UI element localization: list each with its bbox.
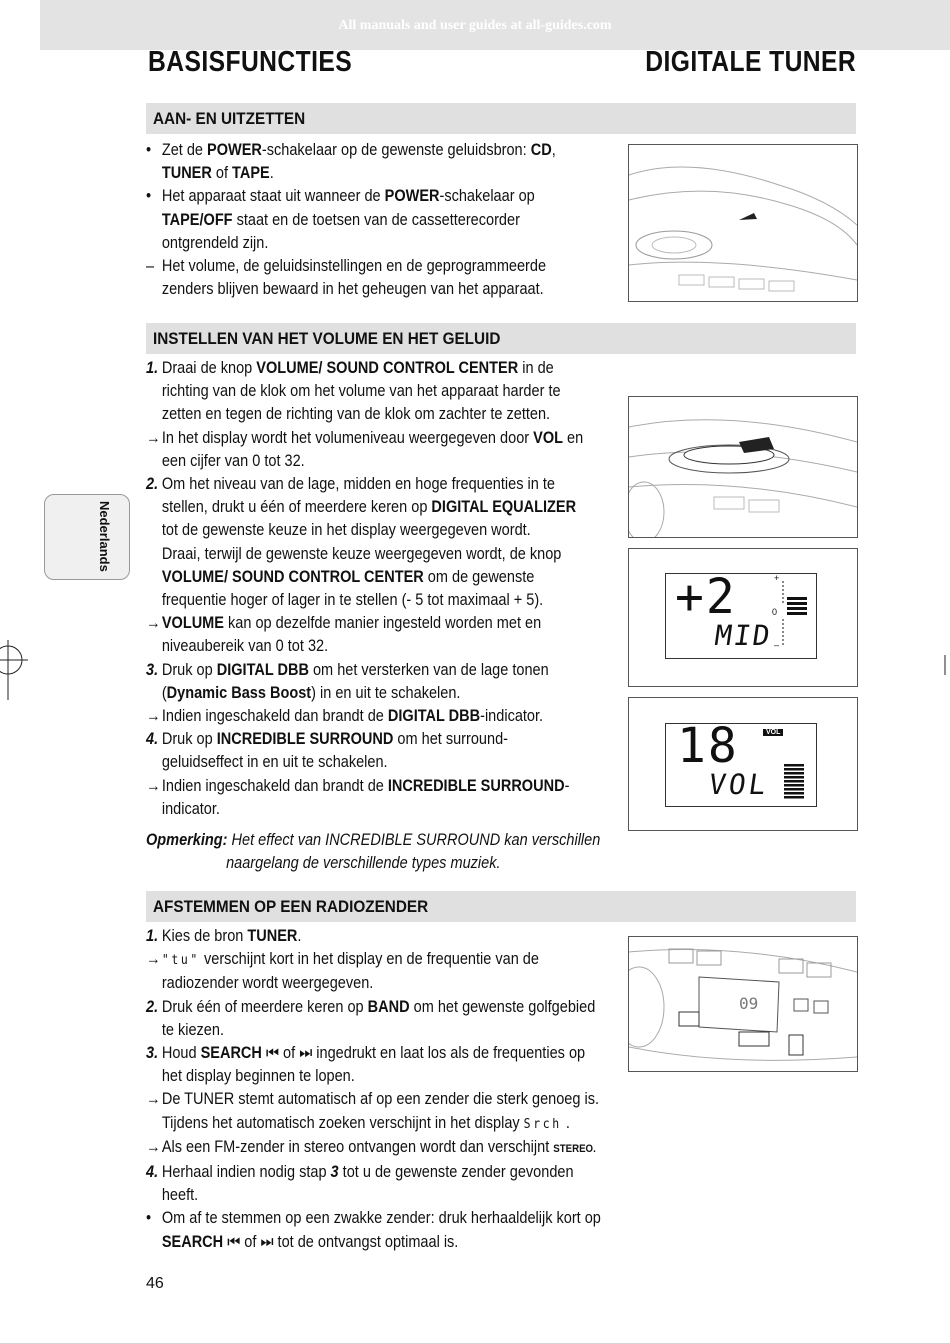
text-run: INCREDIBLE SURROUND	[387, 776, 565, 795]
text-run: VOL	[533, 428, 563, 447]
text-run: INCREDIBLE SURROUND	[216, 730, 394, 749]
text-run: TAPE	[232, 164, 270, 183]
text-line	[146, 1042, 586, 1065]
text-run: TAPE/OFF	[161, 210, 233, 229]
text-line	[146, 1184, 568, 1207]
text-line	[146, 635, 568, 658]
text-run: om de gewenste	[423, 567, 535, 586]
language-tab	[44, 494, 130, 580]
list-marker: 3.	[146, 1044, 159, 1063]
text-run: .	[297, 927, 302, 945]
eq-scale-mid: 0	[772, 607, 778, 617]
text-run: -indicator.	[480, 707, 544, 726]
note-block	[146, 829, 626, 875]
text-run: verschijnt kort in het display en de frequentie van de	[199, 950, 539, 969]
text-run: stellen, drukt u één of meerdere keren op	[161, 498, 432, 517]
text-run: staat en de toetsen van de cassetterecorder	[232, 210, 520, 229]
text-run: om het gewenste golfgebied	[409, 997, 596, 1016]
text-run: STEREO.	[553, 1142, 596, 1155]
text-line	[146, 357, 568, 380]
volume-knob-illustration	[628, 396, 858, 538]
text-run: zetten en tegen de richting van de klok om zachter te zetten.	[161, 405, 551, 424]
text-run: -	[564, 776, 570, 795]
vol-badge: VOL	[763, 729, 783, 736]
eq-scale-bottom: –	[774, 640, 780, 650]
text-run: .	[561, 1113, 570, 1132]
text-run: tot u de gewenste zender gevonden	[338, 1163, 574, 1182]
list-marker: →	[146, 950, 161, 969]
text-line	[146, 450, 568, 473]
text-run: DIGITAL DBB	[387, 707, 481, 726]
text-run: Om af te stemmen op een zwakke zender: druk herhaaldelijk kort op	[161, 1209, 601, 1228]
text-line	[146, 139, 568, 162]
text-run: Zet de	[161, 141, 208, 159]
text-line	[146, 612, 568, 635]
eq-scale-top: +	[774, 573, 780, 583]
text-run: Als een FM-zender in stereo ontvangen wordt dan verschijnt	[161, 1137, 554, 1156]
text-line	[146, 659, 568, 682]
note-text: naargelang de verschillende types muziek.	[226, 854, 501, 873]
text-run: POWER	[384, 187, 440, 206]
section-header-tuning	[146, 891, 856, 922]
section-body-power	[146, 139, 626, 301]
text-run: "tu"	[161, 953, 200, 969]
text-run: in de	[518, 359, 554, 377]
text-line	[146, 705, 568, 728]
list-marker: →	[146, 1090, 161, 1109]
text-line	[146, 1088, 600, 1111]
list-marker: •	[146, 187, 152, 206]
page-number: 46	[146, 1275, 164, 1292]
language-tab-label: Nederlands	[97, 501, 112, 572]
text-run: POWER	[207, 141, 262, 159]
text-run: ⏮ of ⏭ tot de ontvangst optimaal is.	[223, 1232, 459, 1251]
text-run: en	[562, 428, 584, 447]
text-run: ontgrendeld zijn.	[161, 233, 269, 252]
text-line	[146, 232, 568, 255]
text-line	[146, 1207, 601, 1230]
text-run: BAND	[367, 997, 410, 1016]
note-text: Het effect van INCREDIBLE SURROUND kan verschillen	[231, 831, 601, 849]
text-run: Druk op	[161, 730, 217, 749]
text-run: TUNER	[161, 164, 212, 183]
text-run: (	[161, 683, 167, 702]
text-run: VOLUME/ SOUND CONTROL CENTER	[161, 567, 424, 586]
text-run: De TUNER stemt automatisch af op een zender die sterk genoeg is.	[161, 1090, 600, 1109]
text-run: Druk één of meerdere keren op	[161, 997, 368, 1016]
text-run: Kies de bron	[161, 927, 248, 945]
text-line	[146, 255, 568, 278]
list-marker: →	[146, 614, 161, 633]
text-line	[146, 1161, 574, 1184]
section-title: AFSTEMMEN OP EEN RADIOZENDER	[153, 897, 429, 916]
text-line	[146, 948, 568, 972]
text-run: heeft.	[161, 1186, 199, 1205]
list-marker: →	[146, 428, 161, 447]
text-run: TUNER	[247, 927, 298, 945]
text-line	[146, 427, 584, 450]
text-line	[146, 473, 568, 496]
text-run: richting van de klok om het volume van het apparaat harder te	[161, 382, 561, 401]
crop-mark-icon	[940, 655, 950, 675]
text-line	[146, 543, 568, 566]
text-run: .	[269, 164, 274, 183]
text-run: SEARCH	[200, 1044, 262, 1063]
text-run: Tijdens het automatisch zoeken verschijnt in het display	[161, 1113, 524, 1132]
text-run: Om het niveau van de lage, midden en hoge frequenties in te	[161, 475, 555, 494]
text-run: kan op dezelfde manier ingesteld worden met en	[223, 614, 542, 633]
text-line	[146, 682, 568, 705]
list-marker: •	[146, 141, 152, 159]
text-line	[146, 1065, 568, 1088]
text-run: Srch	[523, 1116, 562, 1132]
section-header-volume	[146, 323, 856, 354]
section-title: AAN- EN UITZETTEN	[153, 109, 306, 128]
power-switch-illustration	[628, 144, 858, 302]
header-left-title: BASISFUNCTIES	[148, 46, 353, 78]
list-marker: 1.	[146, 927, 159, 945]
eq-display-label: MID	[712, 619, 774, 652]
text-line	[146, 1136, 596, 1161]
text-run: om het surround-	[393, 730, 508, 749]
text-line	[146, 728, 568, 751]
text-run: een cijfer van 0 tot 32.	[161, 451, 305, 470]
text-run: Het volume, de geluidsinstellingen en de geprogrammeerde	[161, 257, 547, 276]
text-run: ⏮ of ⏭ ingedrukt en laat los als de frequenties op	[261, 1044, 586, 1063]
text-run: Indien ingeschakeld dan brandt de	[161, 776, 388, 795]
registration-mark-icon	[0, 640, 30, 700]
text-run: VOLUME/ SOUND CONTROL CENTER	[256, 359, 519, 377]
note-label: Opmerking:	[146, 831, 228, 849]
text-run: indicator.	[161, 799, 220, 818]
text-line	[146, 589, 568, 612]
text-line	[146, 1231, 568, 1254]
text-run: Draai de knop	[161, 359, 257, 377]
header-right-title: DIGITALE TUNER	[645, 46, 856, 78]
section-title: INSTELLEN VAN HET VOLUME EN HET GELUID	[153, 329, 501, 348]
list-marker: 2.	[146, 997, 159, 1016]
text-line	[146, 1019, 568, 1042]
text-run: -schakelaar op de gewenste geluidsbron:	[261, 141, 531, 159]
section-body-volume	[146, 357, 626, 821]
text-run: Herhaal indien nodig stap	[161, 1163, 331, 1182]
volume-level-bars-icon	[784, 764, 808, 802]
text-run: Druk op	[161, 660, 217, 679]
text-run: ,	[551, 141, 556, 159]
list-marker: 3.	[146, 660, 159, 679]
eq-display-illustration	[628, 548, 858, 687]
text-line	[146, 996, 596, 1019]
list-marker: 1.	[146, 359, 159, 377]
section-header-power	[146, 103, 856, 134]
watermark-text: All manuals and user guides at all-guides.com	[338, 18, 612, 33]
list-marker: →	[146, 1137, 161, 1156]
text-line	[146, 380, 568, 403]
svg-text:09: 09	[739, 994, 759, 1013]
text-run: In het display wordt het volumeniveau weergegeven door	[161, 428, 534, 447]
text-run: tot de gewenste keuze in het display weergegeven wordt.	[161, 521, 531, 540]
text-run: -schakelaar op	[439, 187, 535, 206]
eq-level-bars-icon	[779, 579, 811, 649]
text-run: SEARCH	[161, 1232, 224, 1251]
text-run: Dynamic Bass Boost	[166, 683, 312, 702]
text-run: Houd	[161, 1044, 201, 1063]
volume-display-value: 18	[677, 718, 739, 774]
list-marker: →	[146, 776, 161, 795]
text-line	[146, 566, 568, 589]
eq-display-value: +2	[675, 569, 737, 625]
text-run: te kiezen.	[161, 1020, 224, 1039]
text-run: CD	[530, 141, 552, 159]
text-line	[146, 751, 568, 774]
text-run: Draai, terwijl de gewenste keuze weergegeven wordt, de knop	[161, 544, 562, 563]
text-line	[146, 798, 568, 821]
list-marker: 4.	[146, 730, 159, 749]
volume-display-label: VOL	[706, 768, 771, 801]
text-run: het display beginnen te lopen.	[161, 1067, 355, 1086]
text-line	[146, 162, 568, 185]
list-marker: 2.	[146, 475, 159, 494]
text-run: Het apparaat staat uit wanneer de	[161, 187, 385, 206]
text-line	[146, 278, 568, 301]
text-run: of	[211, 164, 233, 183]
text-line	[146, 519, 568, 542]
section-body-tuning	[146, 925, 626, 1254]
text-line	[146, 1112, 568, 1136]
text-run: DIGITAL EQUALIZER	[431, 498, 577, 517]
text-line	[146, 496, 577, 519]
text-run: 3	[330, 1163, 339, 1182]
volume-display-illustration	[628, 697, 858, 831]
text-line	[146, 925, 568, 948]
list-marker: –	[146, 257, 155, 276]
text-line	[146, 209, 568, 232]
text-run: radiozender wordt weergegeven.	[161, 974, 374, 993]
list-marker: →	[146, 707, 161, 726]
list-marker: •	[146, 1209, 152, 1228]
list-marker: 4.	[146, 1163, 159, 1182]
text-line	[146, 403, 568, 426]
text-run: DIGITAL DBB	[216, 660, 309, 679]
text-run: geluidseffect in en uit te schakelen.	[161, 753, 388, 772]
text-line	[146, 185, 568, 208]
text-run: niveaubereik van 0 tot 32.	[161, 637, 329, 656]
text-run: ) in en uit te schakelen.	[311, 683, 461, 702]
tuner-panel-illustration	[628, 936, 858, 1072]
text-run: zenders blijven bewaard in het geheugen van het apparaat.	[161, 280, 544, 299]
text-run: Indien ingeschakeld dan brandt de	[161, 707, 388, 726]
text-run: frequentie hoger of lager in te stellen (- 5 tot maximaal + 5).	[161, 591, 544, 610]
text-run: VOLUME	[161, 614, 224, 633]
text-line	[146, 775, 568, 798]
text-line	[146, 972, 568, 995]
text-run: om het versterken van de lage tonen	[308, 660, 549, 679]
